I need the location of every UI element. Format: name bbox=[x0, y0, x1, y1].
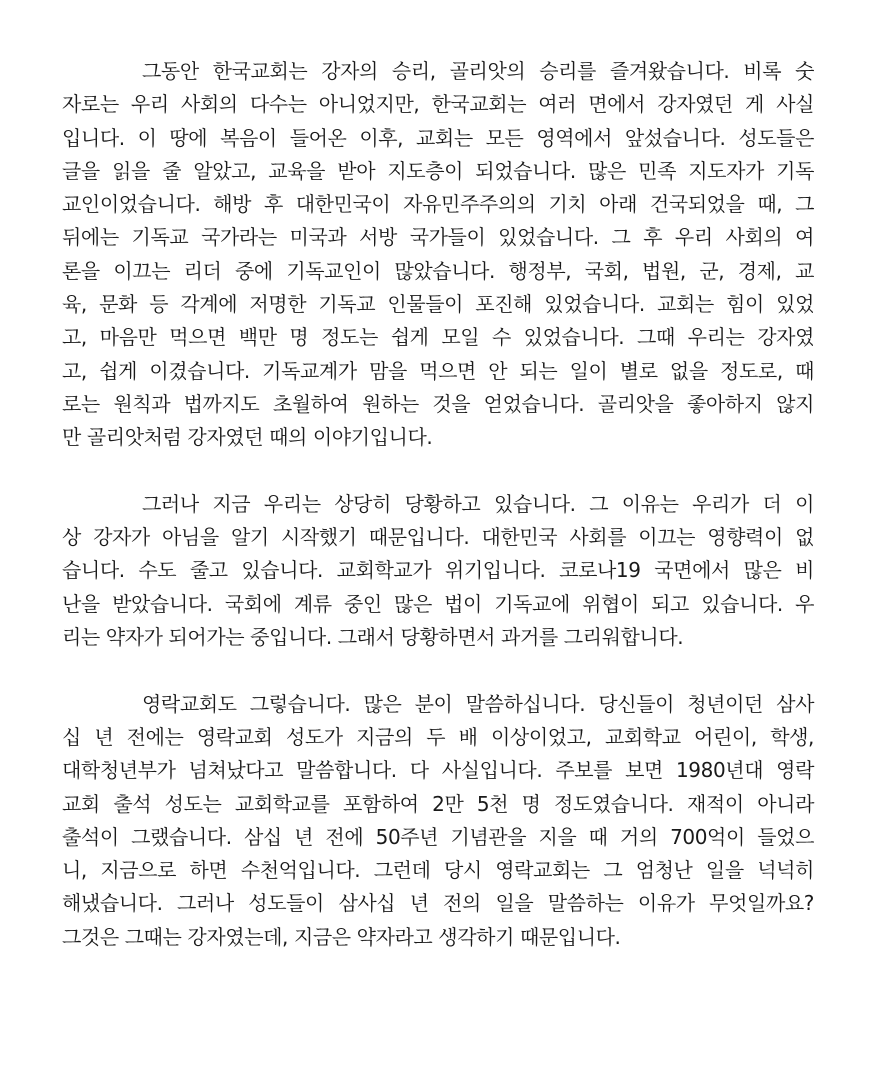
text-line: 글을 읽을 줄 알았고, 교육을 받아 지도층이 되었습니다. 많은 민족 지도자가 기독 bbox=[62, 158, 814, 183]
text-line: 교인이었습니다. 해방 후 대한민국이 자유민주주의의 기치 아래 건국되었을 때, 그 bbox=[62, 192, 814, 217]
text-line: 고, 마음만 먹으면 백만 명 정도는 쉽게 모일 수 있었습니다. 그때 우리는 강자였 bbox=[62, 325, 814, 350]
document-body bbox=[62, 55, 814, 987]
text-line: 그동안 한국교회는 강자의 승리, 골리앗의 승리를 즐겨왔습니다. 비록 숫 bbox=[142, 59, 814, 83]
text-line: 습니다. 수도 줄고 있습니다. 교회학교가 위기입니다. 코로나19 국면에서 많은 비 bbox=[62, 558, 814, 583]
text-line: 만 골리앗처럼 강자였던 때의 이야기입니다. bbox=[62, 425, 433, 450]
text-line: 육, 문화 등 각계에 저명한 기독교 인물들이 포진해 있었습니다. 교회는 힘이 있었 bbox=[62, 292, 814, 317]
text-line: 해냈습니다. 그러나 성도들이 삼사십 년 전의 일을 말씀하는 이유가 무엇일까요? bbox=[62, 891, 814, 916]
paragraph-3 bbox=[62, 688, 814, 954]
text-line: 교회 출석 성도는 교회학교를 포함하여 2만 5천 명 정도였습니다. 재적이 아니라 bbox=[62, 791, 814, 816]
text-line: 론을 이끄는 리더 중에 기독교인이 많았습니다. 행정부, 국회, 법원, 군, 경제, 교 bbox=[62, 258, 814, 283]
text-line: 입니다. 이 땅에 복음이 들어온 이후, 교회는 모든 영역에서 앞섰습니다. 성도들은 bbox=[62, 125, 814, 150]
text-line: 로는 원칙과 법까지도 초월하여 원하는 것을 얻었습니다. 골리앗을 좋아하지 않지 bbox=[62, 391, 814, 416]
text-line: 난을 받았습니다. 국회에 계류 중인 많은 법이 기독교에 위협이 되고 있습니다. 우 bbox=[62, 591, 814, 616]
text-line: 뒤에는 기독교 국가라는 미국과 서방 국가들이 있었습니다. 그 후 우리 사회의 여 bbox=[62, 225, 814, 250]
text-line: 영락교회도 그렇습니다. 많은 분이 말씀하십니다. 당신들이 청년이던 삼사 bbox=[142, 691, 814, 716]
text-line: 십 년 전에는 영락교회 성도가 지금의 두 배 이상이었고, 교회학교 어린이, 학생, bbox=[62, 724, 814, 749]
text-line: 리는 약자가 되어가는 중입니다. 그래서 당황하면서 과거를 그리워합니다. bbox=[62, 625, 684, 650]
text-line: 고, 쉽게 이겼습니다. 기독교계가 맘을 먹으면 안 되는 일이 별로 없을 정도로, 때 bbox=[62, 358, 814, 383]
text-line: 대학청년부가 넘쳐났다고 말씀합니다. 다 사실입니다. 주보를 보면 1980년대 영락 bbox=[62, 758, 814, 783]
text-line: 니, 지금으로 하면 수천억입니다. 그런데 당시 영락교회는 그 엄청난 일을 넉넉히 bbox=[62, 858, 814, 883]
text-line: 자로는 우리 사회의 다수는 아니었지만, 한국교회는 여러 면에서 강자였던 게 사실 bbox=[62, 92, 814, 117]
text-line: 출석이 그랬습니다. 삼십 년 전에 50주년 기념관을 지을 때 거의 700억이 들었으 bbox=[62, 824, 814, 849]
paragraph-2 bbox=[62, 488, 814, 654]
paragraph-1 bbox=[62, 55, 814, 455]
text-line: 상 강자가 아님을 알기 시작했기 때문입니다. 대한민국 사회를 이끄는 영향력이 없 bbox=[62, 525, 814, 550]
text-line: 그것은 그때는 강자였는데, 지금은 약자라고 생각하기 때문입니다. bbox=[62, 924, 621, 949]
text-line: 그러나 지금 우리는 상당히 당황하고 있습니다. 그 이유는 우리가 더 이 bbox=[142, 491, 814, 516]
